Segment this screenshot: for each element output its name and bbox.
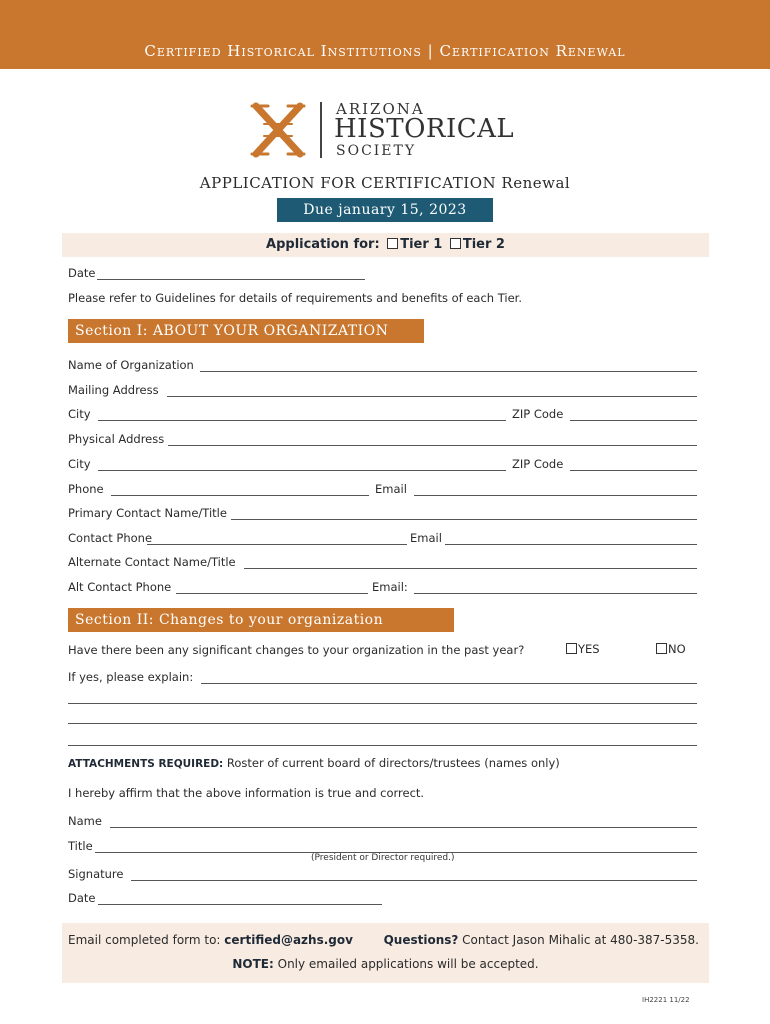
org-name-field[interactable] bbox=[200, 371, 697, 372]
tier-2-label: Tier 2 bbox=[462, 237, 505, 252]
phone-label: Phone bbox=[68, 482, 104, 496]
tier-selection bbox=[62, 237, 709, 252]
email-1-field[interactable] bbox=[414, 495, 697, 496]
header-title: Certified Historical Institutions | Certification Renewal bbox=[144, 42, 626, 60]
attachments-text: Roster of current board of directors/trustees (names only) bbox=[223, 756, 560, 770]
explain-field-line-4[interactable] bbox=[68, 745, 697, 746]
guidelines-text: Please refer to Guidelines for details of requirements and benefits of each Tier. bbox=[68, 291, 523, 305]
footer-email bbox=[68, 933, 353, 947]
yes-label: YES bbox=[578, 642, 600, 656]
alt-phone-label: Alt Contact Phone bbox=[68, 580, 172, 594]
no-label: NO bbox=[668, 642, 686, 656]
signature-field[interactable] bbox=[131, 880, 697, 881]
footer-email-address[interactable]: certified@azhs.gov bbox=[224, 933, 353, 947]
section-2-heading: Section II: Changes to your organization bbox=[68, 608, 454, 632]
explain-field-line-3[interactable] bbox=[68, 723, 697, 724]
questions-label: Questions? bbox=[383, 933, 459, 947]
tier-1-checkbox[interactable] bbox=[387, 238, 398, 249]
alt-contact-field[interactable] bbox=[244, 568, 697, 569]
affirm-date-field[interactable] bbox=[98, 904, 382, 905]
contact-phone-field[interactable] bbox=[147, 544, 407, 545]
zip-2-label: ZIP Code bbox=[512, 457, 564, 471]
city-2-field[interactable] bbox=[98, 470, 506, 471]
email-2-label: Email bbox=[410, 531, 442, 545]
changes-question: Have there been any significant changes to your organization in the past year? bbox=[68, 643, 525, 657]
physical-address-field[interactable] bbox=[168, 445, 697, 446]
alt-phone-field[interactable] bbox=[176, 593, 368, 594]
logo-line-1: ARIZONA bbox=[336, 100, 425, 118]
arizona-historical-society-logo bbox=[250, 98, 530, 162]
tier-2-checkbox[interactable] bbox=[450, 238, 461, 249]
email-2-field[interactable] bbox=[445, 544, 697, 545]
footer-band bbox=[62, 923, 709, 983]
footer-questions bbox=[384, 933, 699, 947]
logo-line-2: HISTORICAL bbox=[334, 114, 515, 144]
due-date-banner: Due january 15, 2023 bbox=[277, 198, 493, 222]
name-field[interactable] bbox=[110, 827, 697, 828]
alt-contact-label: Alternate Contact Name/Title bbox=[68, 555, 236, 569]
tier-selection-band bbox=[62, 233, 709, 257]
mailing-address-label: Mailing Address bbox=[68, 383, 159, 397]
footer-note bbox=[62, 957, 709, 971]
mailing-address-field[interactable] bbox=[167, 396, 697, 397]
org-name-label: Name of Organization bbox=[68, 358, 194, 372]
phone-field[interactable] bbox=[111, 495, 369, 496]
contact-phone-label: Contact Phone bbox=[68, 531, 153, 545]
zip-2-field[interactable] bbox=[570, 470, 697, 471]
city-2-label: City bbox=[68, 457, 91, 471]
logo-divider bbox=[320, 102, 322, 158]
section-1-heading: Section I: ABOUT YOUR ORGANIZATION bbox=[68, 319, 424, 343]
email-1-label: Email bbox=[375, 482, 407, 496]
date-label: Date bbox=[68, 266, 96, 280]
title-note: (President or Director required.) bbox=[311, 853, 455, 863]
tier-prefix: Application for: bbox=[266, 237, 380, 252]
primary-contact-label: Primary Contact Name/Title bbox=[68, 506, 227, 520]
city-1-label: City bbox=[68, 407, 91, 421]
attachments-label: ATTACHMENTS REQUIRED: bbox=[68, 758, 224, 770]
email-3-field[interactable] bbox=[414, 593, 697, 594]
explain-label: If yes, please explain: bbox=[68, 670, 194, 684]
application-title: APPLICATION FOR CERTIFICATION Renewal bbox=[199, 174, 571, 192]
yes-checkbox[interactable] bbox=[566, 643, 577, 654]
physical-address-label: Physical Address bbox=[68, 432, 165, 446]
no-option bbox=[656, 642, 686, 656]
form-code: IH2221 11/22 bbox=[642, 996, 690, 1004]
note-text: Only emailed applications will be accepted. bbox=[273, 957, 539, 971]
yes-option bbox=[566, 642, 600, 656]
note-label: NOTE: bbox=[232, 957, 274, 971]
crossed-x-emblem-icon bbox=[250, 102, 306, 158]
explain-field-line-2[interactable] bbox=[68, 703, 697, 704]
tier-1-label: Tier 1 bbox=[400, 237, 443, 252]
city-1-field[interactable] bbox=[98, 420, 506, 421]
explain-field-line-1[interactable] bbox=[201, 683, 697, 684]
no-checkbox[interactable] bbox=[656, 643, 667, 654]
zip-1-label: ZIP Code bbox=[512, 407, 564, 421]
questions-text: Contact Jason Mihalic at 480-387-5358. bbox=[458, 933, 699, 947]
affirm-date-label: Date bbox=[68, 891, 96, 905]
date-field[interactable] bbox=[97, 279, 365, 280]
affirm-statement: I hereby affirm that the above information is true and correct. bbox=[68, 786, 425, 800]
title-label: Title bbox=[68, 839, 93, 853]
logo-line-3: SOCIETY bbox=[336, 143, 417, 159]
email-3-label: Email: bbox=[372, 580, 408, 594]
attachments-required bbox=[68, 756, 560, 770]
name-label: Name bbox=[68, 814, 102, 828]
primary-contact-field[interactable] bbox=[231, 519, 697, 520]
footer-email-prefix: Email completed form to: bbox=[68, 933, 225, 947]
signature-label: Signature bbox=[68, 867, 124, 881]
zip-1-field[interactable] bbox=[570, 420, 697, 421]
